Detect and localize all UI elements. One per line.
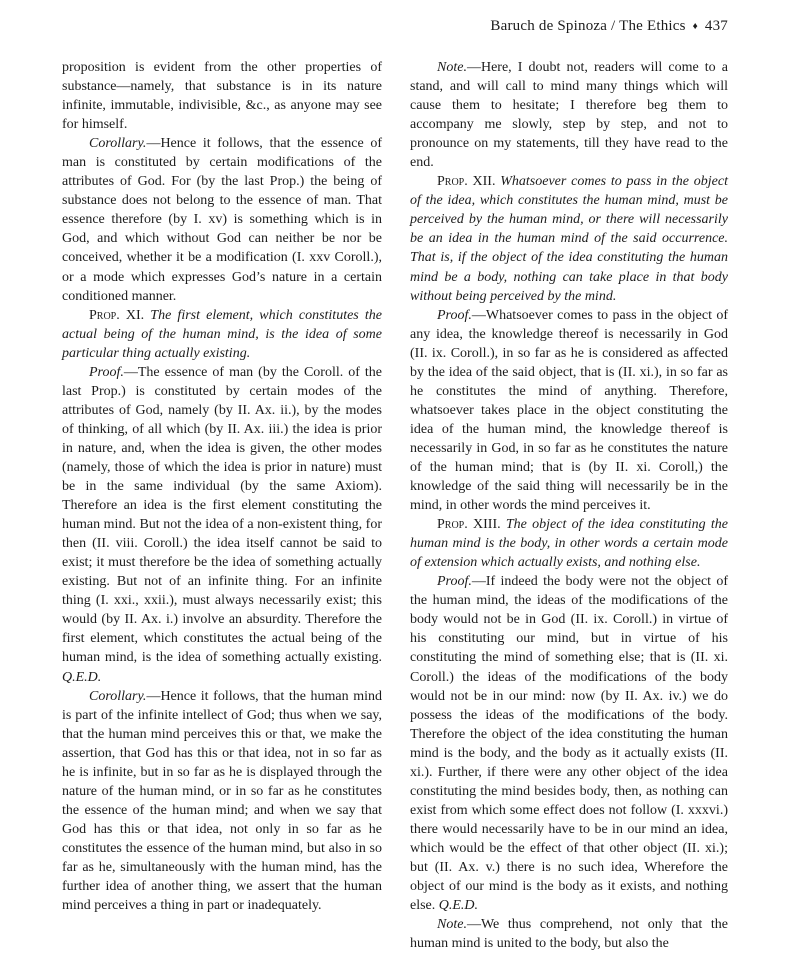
running-header (0, 18, 728, 35)
body-text: —Here, I doubt not, readers will come to a stand, and will call to mind many things which will cause them to hesitate; I therefore beg them to accompany me slowly, step by step, and not to pronounce on my statements, till they have read to the end. (410, 60, 728, 171)
body-text: proposition is evident from the other properties of substance—namely, that substance is in its nature infinite, immutable, indivisible, &c., as anyone may see for himself. (62, 60, 382, 133)
paragraph (410, 915, 728, 953)
body-text: —We thus comprehend, not only that the human mind is united to the body, but also the (410, 917, 728, 952)
paragraph (62, 58, 382, 134)
italic-text: Proof. (89, 364, 124, 380)
paragraph (62, 363, 382, 687)
italic-text: Whatsoever comes to pass in the object of the idea, which constitutes the human mind, must be perceived by the human mind, or there will necessarily be an idea in the human mind of the said occurrence. That is, if the object of the idea constituting the human mind be a body, nothing can take place in that body without being perceived by the mind. (410, 174, 728, 304)
italic-text: Corollary. (89, 136, 147, 152)
body-text: XIII. (467, 517, 506, 533)
page-number: 437 (704, 18, 728, 34)
italic-text: Proof. (437, 307, 472, 323)
italic-text: Proof. (437, 574, 472, 590)
paragraph (62, 134, 382, 305)
proposition-label: Prop. (437, 517, 468, 533)
paragraph (410, 172, 728, 305)
italic-text: Q.E.D. (438, 898, 479, 914)
body-text: —If indeed the body were not the object of the human mind, the ideas of the modifications of the body would not be in God (II. ix. Coroll.) in virtue of his constituting our mind, but in virtue of his constituting the mind of something else; that is (II. xi. Coroll.) the ideas of the modifications of the body would not be in our mind: now (by II. Ax. iv.) we do possess the ideas of the modifications of the body. Therefore the object of the idea constituting the human mind is the body, and the body as it actually exists (II. xi.). Further, if there were any other object of the idea constituting the mind besides body, then, as nothing can exist from which some effect does not follow (I. xxxvi.) there would necessarily have to be in our mind an idea, which would be the effect of that other object (II. xi.); but (II. Ax. v.) there is no such idea, Wherefore the object of our mind is the body as it exists, and nothing else. (410, 574, 728, 914)
italic-text: The first element, which constitutes the actual being of the human mind, is the idea of some particular thing actually existing. (62, 307, 382, 361)
paragraph (410, 58, 728, 172)
body-text: XI. (119, 307, 151, 323)
body-text: —Whatsoever comes to pass in the object of any idea, the knowledge thereof is necessarily in God (II. ix. Coroll.), in so far as he is considered as affected by the idea of the said object, that is (II. xi.), in so far as he constitutes the mind of anything. Therefore, whatsoever takes place in the object constituting the idea of the human mind, the knowledge thereof is necessarily in God, in so far as he constitutes the nature of the human mind; that is (by II. xi. Coroll,) the knowledge of the said thing will necessarily be in the mind, in other words the mind perceives it. (410, 307, 728, 514)
paragraph (410, 306, 728, 516)
body-text: —The essence of man (by the Coroll. of the last Prop.) is constituted by certain modes of the attributes of God, namely (by II. Ax. ii.), by the modes of thinking, of all which (by II. Ax. iii.) the idea is prior in nature, and, when the idea is given, the other modes (namely, those of which the idea is prior in nature) must be in the same individual (by the same Axiom). Therefore an idea is the first element constituting the human mind. But not the idea of a non-existent thing, for then (II. viii. Coroll.) the idea itself cannot be said to exist; it must therefore be the idea of something actually existing. But not of an infinite thing. For an infinite thing (I. xxi., xxii.), must always necessarily exist; this would (by II. Ax. i.) involve an absurdity. Therefore the first element, which constitutes the actual being of the human mind, is the idea of something actually existing. (62, 364, 382, 666)
body-text: XII. (467, 174, 501, 190)
paragraph (62, 306, 382, 363)
body-text: —Hence it follows, that the human mind is part of the infinite intellect of God; thus when we say, that the human mind perceives this or that, we make the assertion, that God has this or that idea, not in so far as he is infinite, but in so far as he is displayed through the nature of the human mind, or in so far as he constitutes the essence of the human mind; and when we say that God has this or that idea, not only in so far as he constitutes the essence of the human mind, but also in so far as he, simultaneously with the human mind, has the further idea of another thing, we assert that the human mind perceives a thing in part or inadequately. (62, 688, 382, 914)
proposition-label: Prop. (89, 307, 120, 323)
proposition-label: Prop. (437, 174, 468, 190)
italic-text: Note. (437, 60, 467, 75)
right-text-column (410, 58, 728, 953)
italic-text: Note. (437, 917, 467, 933)
italic-text: Corollary. (89, 688, 147, 704)
diamond-separator-icon: ♦ (692, 21, 698, 32)
italic-text: The object of the idea constituting the human mind is the body, in other words a certain mode of extension which actually exists, and nothing else. (410, 517, 728, 571)
body-text: —Hence it follows, that the essence of man is constituted by certain modifications of the attributes of God. For (by the last Prop.) the being of substance does not belong to the essence of man. That essence therefore (by I. xv) is something which is in God, and which without God can neither be nor be conceived, whether it be a modification (I. xxv Coroll.), or a mode which expresses God’s nature in a certain conditioned manner. (62, 136, 382, 304)
paragraph (62, 687, 382, 916)
italic-text: Q.E.D. (62, 669, 102, 685)
paragraph (410, 572, 728, 915)
running-title: Baruch de Spinoza / The Ethics (490, 18, 686, 34)
left-text-column (62, 58, 382, 915)
paragraph (410, 515, 728, 572)
